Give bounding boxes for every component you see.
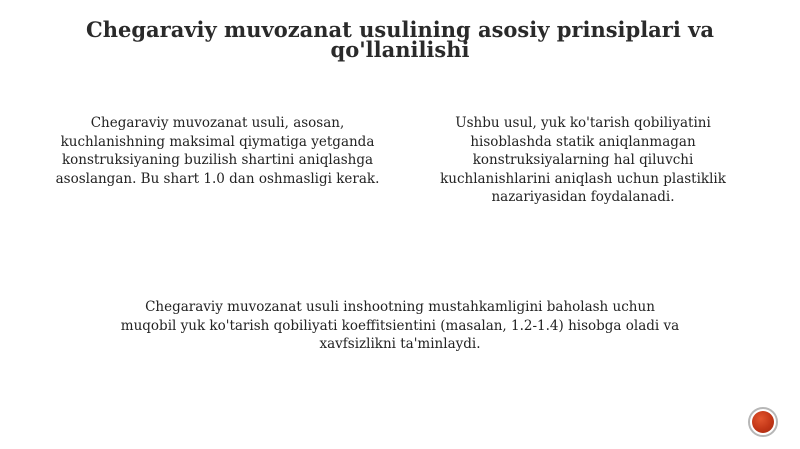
bottom-text-block: Chegaraviy muvozanat usuli inshootning mustahkamligini baholash uchun muqobil yuk ko'tarish qobiliyati koeffitsientini (masalan, 1.2-1.4) hisobga oladi va xavfsizlikni ta'minlaydi. — [120, 299, 680, 352]
next-slide-button[interactable] — [748, 407, 778, 437]
circle-button-icon — [752, 411, 774, 433]
right-text-block: Ushbu usul, yuk ko'tarish qobiliyatini hisoblashda statik aniqlanmagan konstruksiyalarning hal qiluvchi kuchlanishlarini aniqlash uchun plastiklik nazariyasidan foydalanadi. — [440, 115, 726, 205]
slide-title: Chegaraviy muvozanat usulining asosiy prinsiplari va qo'llanilishi — [86, 17, 714, 62]
left-text-block: Chegaraviy muvozanat usuli, asosan, kuchlanishning maksimal qiymatiga yetganda konstruksiyaning buzilish shartini aniqlashga asoslangan. Bu shart 1.0 dan oshmasligi kerak. — [55, 115, 380, 187]
